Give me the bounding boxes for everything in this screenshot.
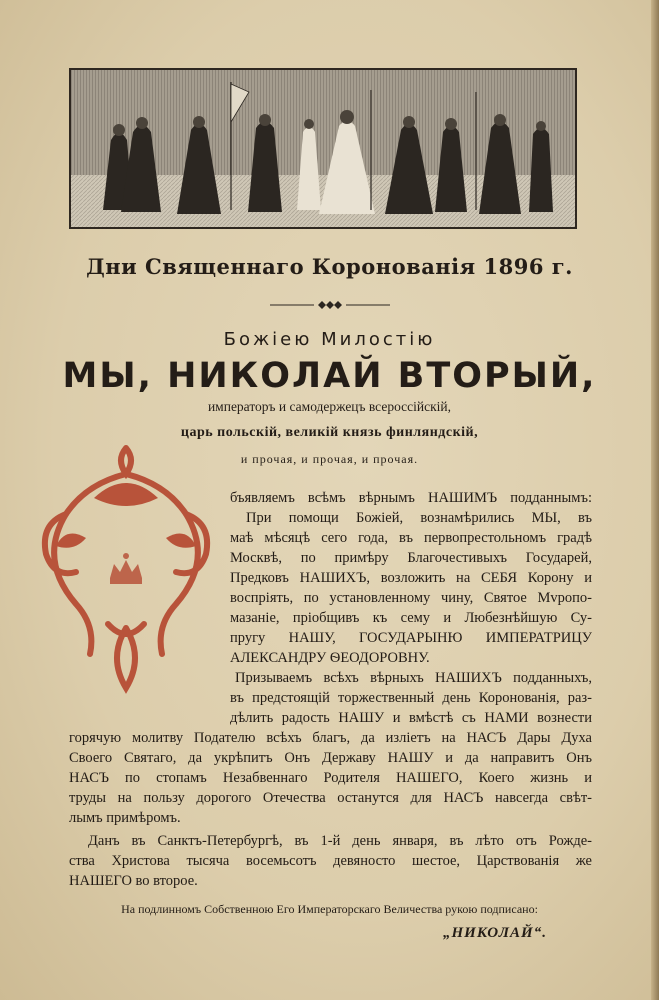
manifesto-line: маѣ мѣсяцѣ сего года, въ первопрестольномъ градѣ [230, 530, 592, 546]
manifesto-line: пругу НАШУ, ГОСУДАРЫНЮ ИМПЕРАТРИЦУ [230, 630, 592, 646]
manifesto-line: При помощи Божіей, вознамѣрились МЫ, въ [246, 510, 592, 526]
manifesto-line: труды на пользу дорогого Отечества останутся для НАСЪ навсегда свѣт- [69, 790, 592, 806]
signature: „НИКОЛАЙ“. [443, 925, 547, 941]
manifesto-line: бъявляемъ всѣмъ вѣрнымъ НАШИМЪ подданнымъ: [230, 490, 592, 506]
manifesto-line: Призываемъ всѣхъ вѣрныхъ НАШИХЪ подданныхъ, [235, 670, 592, 686]
heading-emperor-name: МЫ, НИКОЛАЙ ВТОРЫЙ, [62, 356, 597, 396]
manifesto-line: мазаніе, пріобщивъ къ сему и Любезнѣйшую Су- [230, 610, 592, 626]
manifesto-line: ства Христова тысяча восемьсотъ девяносто шестое, Царствованія же [69, 853, 592, 869]
manifesto-line: Данъ въ Санктъ-Петербургѣ, въ 1-й день января, въ лѣто отъ Рожде- [88, 833, 592, 849]
manifesto-line: Своего Святаго, да укрѣпитъ Онъ Державу НАШУ и да направитъ Онъ [69, 750, 592, 766]
manifesto-line: горячую молитву Подателю всѣхъ благъ, да изліетъ на НАСЪ Дары Духа [69, 730, 592, 746]
title-line-etcetera: и прочая, и прочая, и прочая. [240, 452, 419, 466]
manifesto-line: въ предстоящій торжественный день Коронованія, раз- [230, 690, 592, 706]
title-line-emperor: императоръ и самодержецъ всероссійскій, [207, 399, 452, 414]
heading-by-grace-of-god: Божіею Милостію [223, 329, 436, 350]
manifesto-line: АЛЕКСАНДРУ ѲЕОДОРОВНУ. [230, 650, 430, 666]
manifesto-line: воспріять, по установленному чину, Святое Мvропо- [230, 590, 592, 606]
manifesto-line: Предковъ НАШИХЪ, возложить на СЕБЯ Корону и [230, 570, 592, 586]
signature-note: На подлинномъ Собственною Его Императорскаго Величества рукою подписано: [121, 902, 538, 916]
page-spine-shadow [651, 0, 659, 1000]
manifesto-line: НАСЪ по стопамъ Незабвеннаго Родителя НАШЕГО, Коего жизнь и [69, 770, 592, 786]
manifesto-line: лымъ примѣромъ. [69, 810, 181, 826]
manifesto-line: дѣлить радость НАШУ и вмѣстѣ съ НАМИ вознести [230, 710, 592, 726]
page-title: Дни Священнаго Коронованія 1896 г. [86, 254, 573, 279]
manifesto-line: НАШЕГО во второе. [69, 873, 198, 889]
manifesto-line: Москвѣ, по примѣру Благочестивыхъ Государей, [230, 550, 592, 566]
title-line-tsar: царь польскій, великій князь финляндскій, [180, 425, 479, 440]
